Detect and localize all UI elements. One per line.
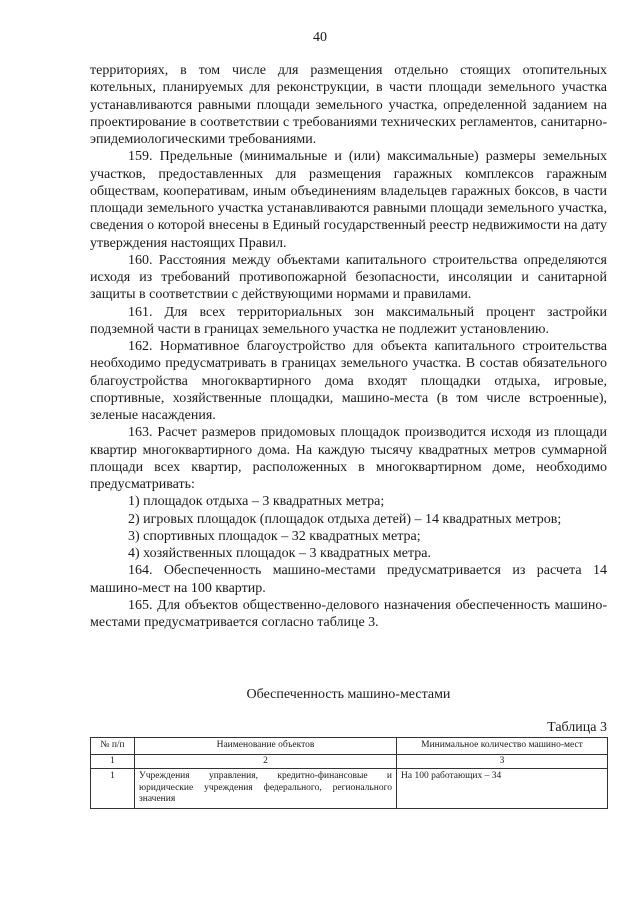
paragraph-162: 162. Нормативное благоустройство для объекта капитального строительства необходимо предусматривать в границах земельного участка. В состав обязательного благоустройства многоквартирного дома входят площадки отдыха, игровые, спортивные, хозяйственные площадки, машино-места (в том числе встроенные), зеленые насаждения. — [90, 339, 607, 423]
cell-row-number: 1 — [91, 769, 135, 809]
paragraph-165: 165. Для объектов общественно-делового назначения обеспеченность машино-местами предусматривается согласно таблице 3. — [90, 597, 607, 630]
paragraph-163: 163. Расчет размеров придомовых площадок производится исходя из площади квартир многоквартирного дома. На каждую тысячу квадратных метров суммарной площади всех квартир, расположенных в многоквартирном доме, необходимо предусматривать: — [90, 425, 607, 492]
paragraph-164: 164. Обеспеченность машино-местами предусматривается из расчета 14 машино-мест на 100 квартир. — [90, 563, 607, 596]
table-header-row — [91, 738, 608, 755]
body-text — [90, 62, 607, 631]
list-item-4: 4) хозяйственных площадок – 3 квадратных метра. — [128, 546, 431, 561]
list-item-3: 3) спортивных площадок – 32 квадратных метра; — [128, 528, 421, 544]
column-number-3: 3 — [397, 754, 608, 769]
parking-table — [90, 737, 608, 809]
table-column-numbers-row — [91, 754, 608, 769]
header-number: № п/п — [91, 738, 135, 755]
paragraph-160: 160. Расстояния между объектами капитального строительства определяются исходя из требований противопожарной безопасности, инсоляции и санитарной защиты в соответствии с действующими нормами и правилами. — [90, 252, 607, 303]
header-min-parking: Минимальное количество машино-мест — [397, 738, 608, 755]
table-row — [91, 769, 608, 809]
table-label: Таблица 3 — [547, 720, 607, 735]
page-number: 40 — [313, 30, 327, 45]
list-item-2: 2) игровых площадок (площадок отдыха детей) – 14 квадратных метров; — [128, 511, 562, 527]
paragraph-continuation: территориях, в том числе для размещения отдельно стоящих отопительных котельных, планируемых для реконструкции, в части площади земельного участка устанавливаются равными площади земельного участка, определенной заданием на проектирование в соответствии с требованиями технических регламентов, санитарно-эпидемиологическими требованиями. — [90, 63, 607, 147]
column-number-2: 2 — [135, 754, 397, 769]
header-object-name: Наименование объектов — [135, 738, 397, 755]
cell-min-parking: На 100 работающих – 34 — [397, 769, 608, 809]
cell-object-name: Учреждения управления, кредитно-финансовые и юридические учреждения федерального, регионального значения — [135, 769, 397, 809]
table-caption: Обеспеченность машино-местами — [246, 687, 451, 702]
paragraph-161: 161. Для всех территориальных зон максимальный процент застройки подземной части в границах земельного участка не подлежит установлению. — [90, 304, 607, 337]
column-number-1: 1 — [91, 754, 135, 769]
paragraph-159: 159. Предельные (минимальные и (или) максимальные) размеры земельных участков, предоставленных для размещения гаражных комплексов гаражным обществам, кооперативам, иным объединениям владельцев гаражных боксов, в части площади земельного участка устанавливаются равными площади земельного участка, сведения о которой внесены в Единый государственный реестр недвижимости на дату утверждения настоящих Правил. — [90, 149, 607, 251]
list-item-1: 1) площадок отдыха – 3 квадратных метра; — [128, 494, 385, 510]
